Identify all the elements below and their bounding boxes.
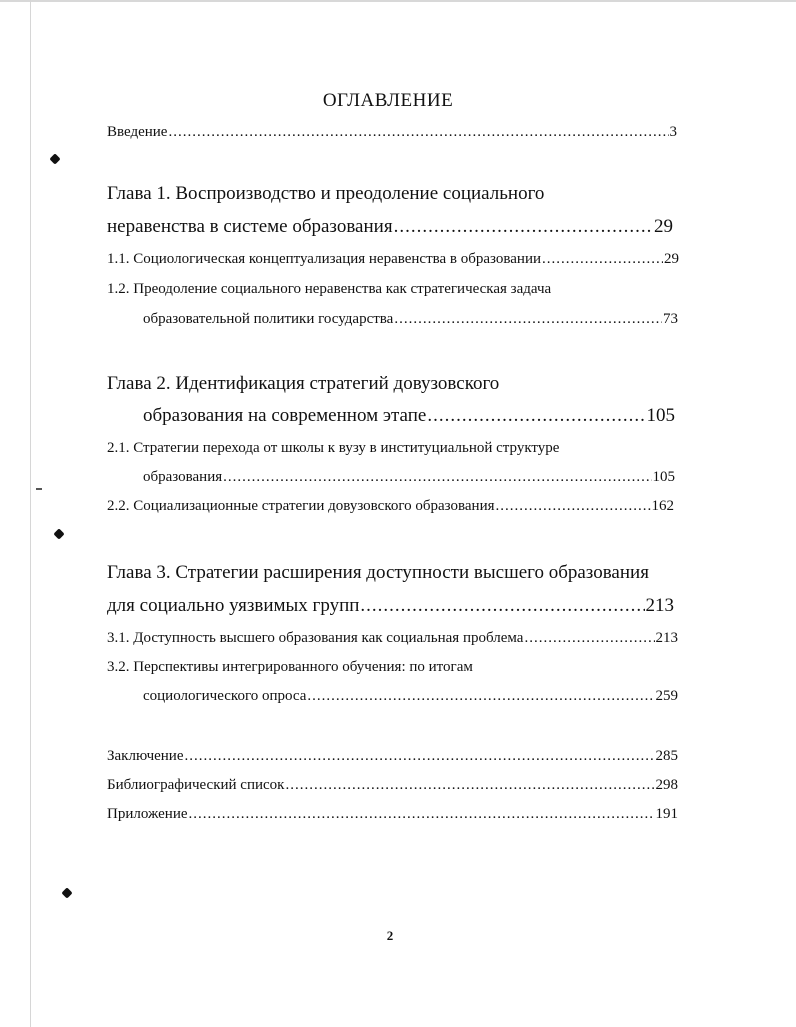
toc-entry-page: 213 [655,630,678,646]
scan-speck [61,887,72,898]
toc-entry-page: 162 [651,498,674,514]
dot-leader [542,251,663,268]
toc-entry-page: 3 [669,124,677,140]
toc-entry-appendix[interactable] [107,806,678,823]
dot-leader [285,777,654,794]
scan-speck [53,528,64,539]
section-title: образования [143,469,223,485]
toc-entry-section-2-2[interactable] [107,498,674,515]
toc-entry-page: 285 [655,748,678,764]
toc-entry-page: 259 [655,688,678,704]
toc-entry-page: 298 [655,777,678,793]
toc-entry-section-3-1[interactable] [107,630,678,647]
toc-entry-section-3-2[interactable] [143,688,678,705]
toc-entry-page: 191 [655,806,678,822]
chapter-1-title-line2: неравенства в системе образования [107,216,393,237]
toc-entry-bibliography[interactable] [107,777,678,794]
section-title: образовательной политики государства [143,311,394,327]
section-1-2-title-line1: 1.2. Преодоление социального неравенства как стратегическая задача [107,281,552,297]
toc-entry-page: 105 [652,469,675,485]
dot-leader [189,806,655,823]
toc-entry-title: Приложение [107,806,188,822]
dot-leader [394,311,662,328]
dot-leader [223,469,651,486]
section-title: 1.1. Социологическая концептуализация неравенства в образовании [107,251,542,267]
chapter-3-title-line2: для социально уязвимых групп [107,595,360,616]
toc-entry-intro[interactable] [107,124,677,141]
scan-edge-top [0,0,796,2]
toc-entry-chapter-2[interactable] [143,405,675,427]
chapter-3-title-line1: Глава 3. Стратегии расширения доступности высшего образования [107,562,649,583]
dot-leader [307,688,654,705]
toc-heading: ОГЛАВЛЕНИЕ [322,90,454,111]
scan-speck [49,153,60,164]
chapter-1-title-line1: Глава 1. Воспроизводство и преодоление социального [107,183,545,204]
dot-leader [496,498,651,515]
toc-entry-section-1-1[interactable] [107,251,679,268]
chapter-2-title-line2: образования на современном этапе [143,405,427,426]
section-title: социологического опроса [143,688,307,704]
toc-entry-page: 105 [646,405,675,426]
dot-leader [394,216,653,238]
dot-leader [168,124,668,141]
section-title: 3.1. Доступность высшего образования как социальная проблема [107,630,524,646]
toc-entry-page: 29 [664,251,679,267]
toc-entry-section-2-1[interactable] [143,469,675,486]
dot-leader [360,595,644,617]
toc-entry-title: Заключение [107,748,184,764]
toc-entry-title: Введение [107,124,168,140]
toc-entry-chapter-1[interactable] [107,216,673,238]
section-3-2-title-line1: 3.2. Перспективы интегрированного обучения: по итогам [107,659,473,675]
toc-entry-chapter-3[interactable] [107,595,674,617]
section-title: 2.2. Социализационные стратегии довузовского образования [107,498,495,514]
scan-edge-left [30,0,31,1027]
toc-entry-page: 29 [654,216,673,237]
toc-entry-page: 213 [645,595,674,616]
dot-leader [185,748,655,765]
page-number: 2 [386,928,394,943]
dot-leader [427,405,645,427]
toc-entry-section-1-2[interactable] [143,311,678,328]
chapter-2-title-line1: Глава 2. Идентификация стратегий довузовского [107,373,500,394]
section-2-1-title-line1: 2.1. Стратегии перехода от школы к вузу в институциальной структуре [107,440,560,456]
toc-entry-conclusion[interactable] [107,748,678,765]
scan-speck [36,488,42,490]
dot-leader [524,630,654,647]
toc-entry-page: 73 [663,311,678,327]
toc-entry-title: Библиографический список [107,777,285,793]
